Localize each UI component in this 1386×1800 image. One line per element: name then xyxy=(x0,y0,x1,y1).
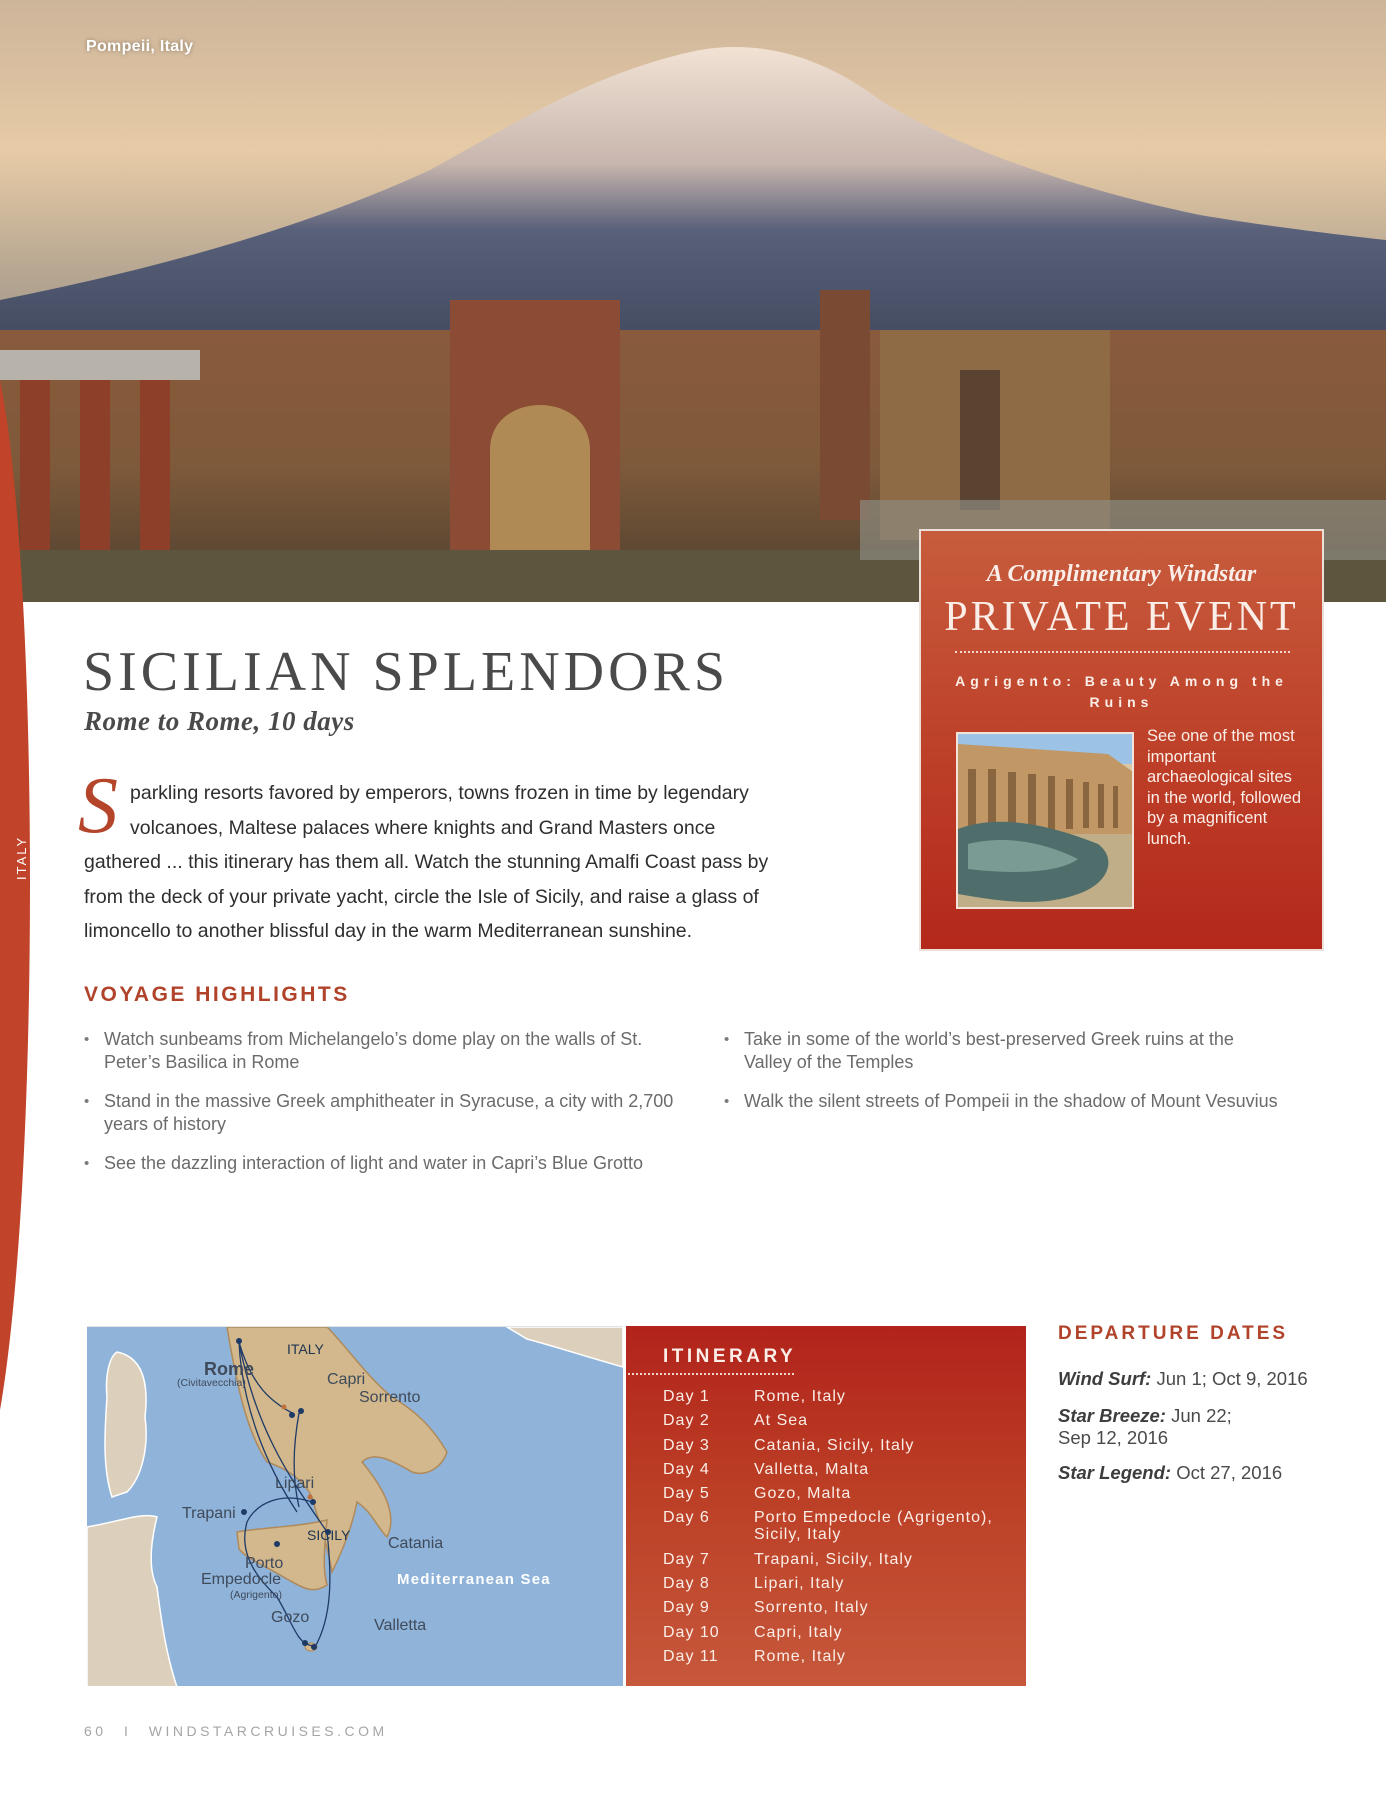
event-description: See one of the most important archaeological sites in the world, followed by a magnificent lunch. xyxy=(1147,727,1302,848)
route-map xyxy=(87,1326,623,1686)
departures-heading: DEPARTURE DATES xyxy=(1058,1323,1289,1344)
itinerary-row xyxy=(663,1412,1013,1429)
itinerary-box xyxy=(624,1326,1026,1686)
page-footer xyxy=(84,1723,388,1739)
itinerary-day: Day 7 xyxy=(663,1550,710,1568)
itinerary-day: Day 4 xyxy=(663,1460,710,1478)
itinerary-place: Capri, Italy xyxy=(754,1623,843,1641)
departure-dates: Jun 22; Sep 12, 2016 xyxy=(1058,1405,1232,1448)
itinerary-row xyxy=(663,1648,1013,1665)
map-label-valletta: Valletta xyxy=(374,1617,427,1634)
departure-item xyxy=(1058,1462,1358,1484)
departure-item xyxy=(1058,1368,1358,1390)
map-label-rome: Rome xyxy=(204,1359,255,1379)
itinerary-row xyxy=(663,1388,1013,1405)
map-label-empedocle: Empedocle xyxy=(201,1571,282,1588)
section-tab-italy: ITALY xyxy=(14,835,29,880)
hero-photo xyxy=(0,0,1386,602)
itinerary-row xyxy=(663,1461,1013,1478)
itinerary-day: Day 2 xyxy=(663,1412,710,1430)
itinerary-place: Valletta, Malta xyxy=(754,1460,870,1478)
highlight-item: • Walk the silent streets of Pompeii in the shadow of Mount Vesuvius xyxy=(724,1090,1284,1113)
dotted-divider xyxy=(955,651,1290,653)
map-label-gozo: Gozo xyxy=(271,1609,310,1626)
private-event-box xyxy=(921,531,1322,949)
itinerary-day: Day 8 xyxy=(663,1575,710,1593)
highlight-item: • See the dazzling interaction of light and water in Capri’s Blue Grotto xyxy=(84,1152,684,1175)
map-label-catania: Catania xyxy=(388,1535,444,1552)
itinerary-day: Day 9 xyxy=(663,1599,710,1617)
itinerary-place: Rome, Italy xyxy=(754,1388,846,1405)
event-title: PRIVATE EVENT xyxy=(944,594,1299,640)
itinerary-row xyxy=(663,1599,1013,1616)
map-label-sicily: SICILY xyxy=(307,1527,351,1543)
ship-name: Star Breeze: xyxy=(1058,1405,1166,1426)
photo-caption: Pompeii, Italy xyxy=(86,38,194,55)
itinerary-row xyxy=(663,1437,1013,1454)
highlights-list-right xyxy=(724,1028,1284,1129)
itinerary-day: Day 11 xyxy=(663,1647,719,1665)
itinerary-place: Catania, Sicily, Italy xyxy=(754,1436,915,1454)
itinerary-place: Porto Empedocle (Agrigento), Sicily, Italy xyxy=(754,1509,993,1544)
drop-cap: S xyxy=(78,762,118,850)
highlight-item: • Stand in the massive Greek amphitheater in Syracuse, a city with 2,700 years of history xyxy=(84,1090,684,1136)
highlights-list-left xyxy=(84,1028,684,1191)
itinerary-list xyxy=(663,1388,1013,1672)
intro-line: limoncello to another blissful day in the warm Mediterranean sunshine. xyxy=(84,920,693,943)
map-label-italy: ITALY xyxy=(287,1341,324,1357)
page-subtitle: Rome to Rome, 10 days xyxy=(84,706,355,736)
departure-dates: Jun 1; Oct 9, 2016 xyxy=(1151,1368,1308,1389)
itinerary-row xyxy=(663,1485,1013,1502)
itinerary-place: At Sea xyxy=(754,1412,809,1430)
page-number: 60 xyxy=(84,1723,107,1739)
map-label-capri: Capri xyxy=(327,1371,366,1388)
itinerary-place: Rome, Italy xyxy=(754,1647,846,1665)
dotted-divider xyxy=(628,1373,794,1375)
itinerary-day: Day 1 xyxy=(663,1388,710,1405)
map-label-sea: Mediterranean Sea xyxy=(397,1571,551,1588)
itinerary-heading: ITINERARY xyxy=(663,1346,797,1367)
itinerary-day: Day 10 xyxy=(663,1623,720,1641)
itinerary-day: Day 5 xyxy=(663,1485,710,1503)
itinerary-row xyxy=(663,1624,1013,1641)
agrigento-temple-photo xyxy=(956,732,1134,909)
highlight-item: • Watch sunbeams from Michelangelo’s dome play on the walls of St. Peter’s Basilica in Rome xyxy=(84,1028,684,1074)
ship-name: Star Legend: xyxy=(1058,1462,1172,1483)
map-label-porto: Porto xyxy=(245,1555,284,1572)
intro-paragraph xyxy=(78,762,884,949)
itinerary-place: Trapani, Sicily, Italy xyxy=(754,1550,913,1568)
map-label-lipari: Lipari xyxy=(275,1475,315,1492)
map-label-agrigento-note: (Agrigento) xyxy=(230,1589,282,1601)
footer-separator: I xyxy=(123,1723,132,1739)
departure-item xyxy=(1058,1405,1258,1449)
page-title: SICILIAN SPLENDORS xyxy=(83,641,730,703)
intro-line: from the deck of your private yacht, circle the Isle of Sicily, and raise a glass of xyxy=(84,885,759,908)
highlights-heading: VOYAGE HIGHLIGHTS xyxy=(84,983,350,1006)
itinerary-row xyxy=(663,1509,1013,1543)
itinerary-day: Day 6 xyxy=(663,1509,710,1527)
intro-line: volcanoes, Maltese palaces where knights and Grand Masters once xyxy=(130,816,716,839)
itinerary-place: Sorrento, Italy xyxy=(754,1599,869,1617)
itinerary-place: Lipari, Italy xyxy=(754,1575,845,1593)
website-link[interactable]: WINDSTARCRUISES.COM xyxy=(148,1723,388,1739)
itinerary-row xyxy=(663,1575,1013,1592)
pompeii-vesuvius-image xyxy=(0,0,1386,602)
map-label-sorrento: Sorrento xyxy=(359,1389,421,1406)
itinerary-day: Day 3 xyxy=(663,1436,710,1454)
itinerary-row xyxy=(663,1551,1013,1568)
itinerary-place: Gozo, Malta xyxy=(754,1485,852,1503)
event-kicker: A Complimentary Windstar xyxy=(986,561,1257,587)
intro-line: gathered ... this itinerary has them all. Watch the stunning Amalfi Coast pass by xyxy=(84,851,769,874)
map-label-rome-note: (Civitavecchia) xyxy=(177,1377,246,1389)
highlight-item: • Take in some of the world’s best-preserved Greek ruins at the Valley of the Temples xyxy=(724,1028,1284,1074)
ship-name: Wind Surf: xyxy=(1058,1368,1152,1389)
event-subtitle: Agrigento: Beauty Among the Ruins xyxy=(955,673,1288,710)
map-label-trapani: Trapani xyxy=(182,1505,236,1522)
departure-dates: Oct 27, 2016 xyxy=(1171,1462,1283,1483)
intro-line: parkling resorts favored by emperors, towns frozen in time by legendary xyxy=(130,782,749,804)
section-side-band xyxy=(0,380,60,1410)
